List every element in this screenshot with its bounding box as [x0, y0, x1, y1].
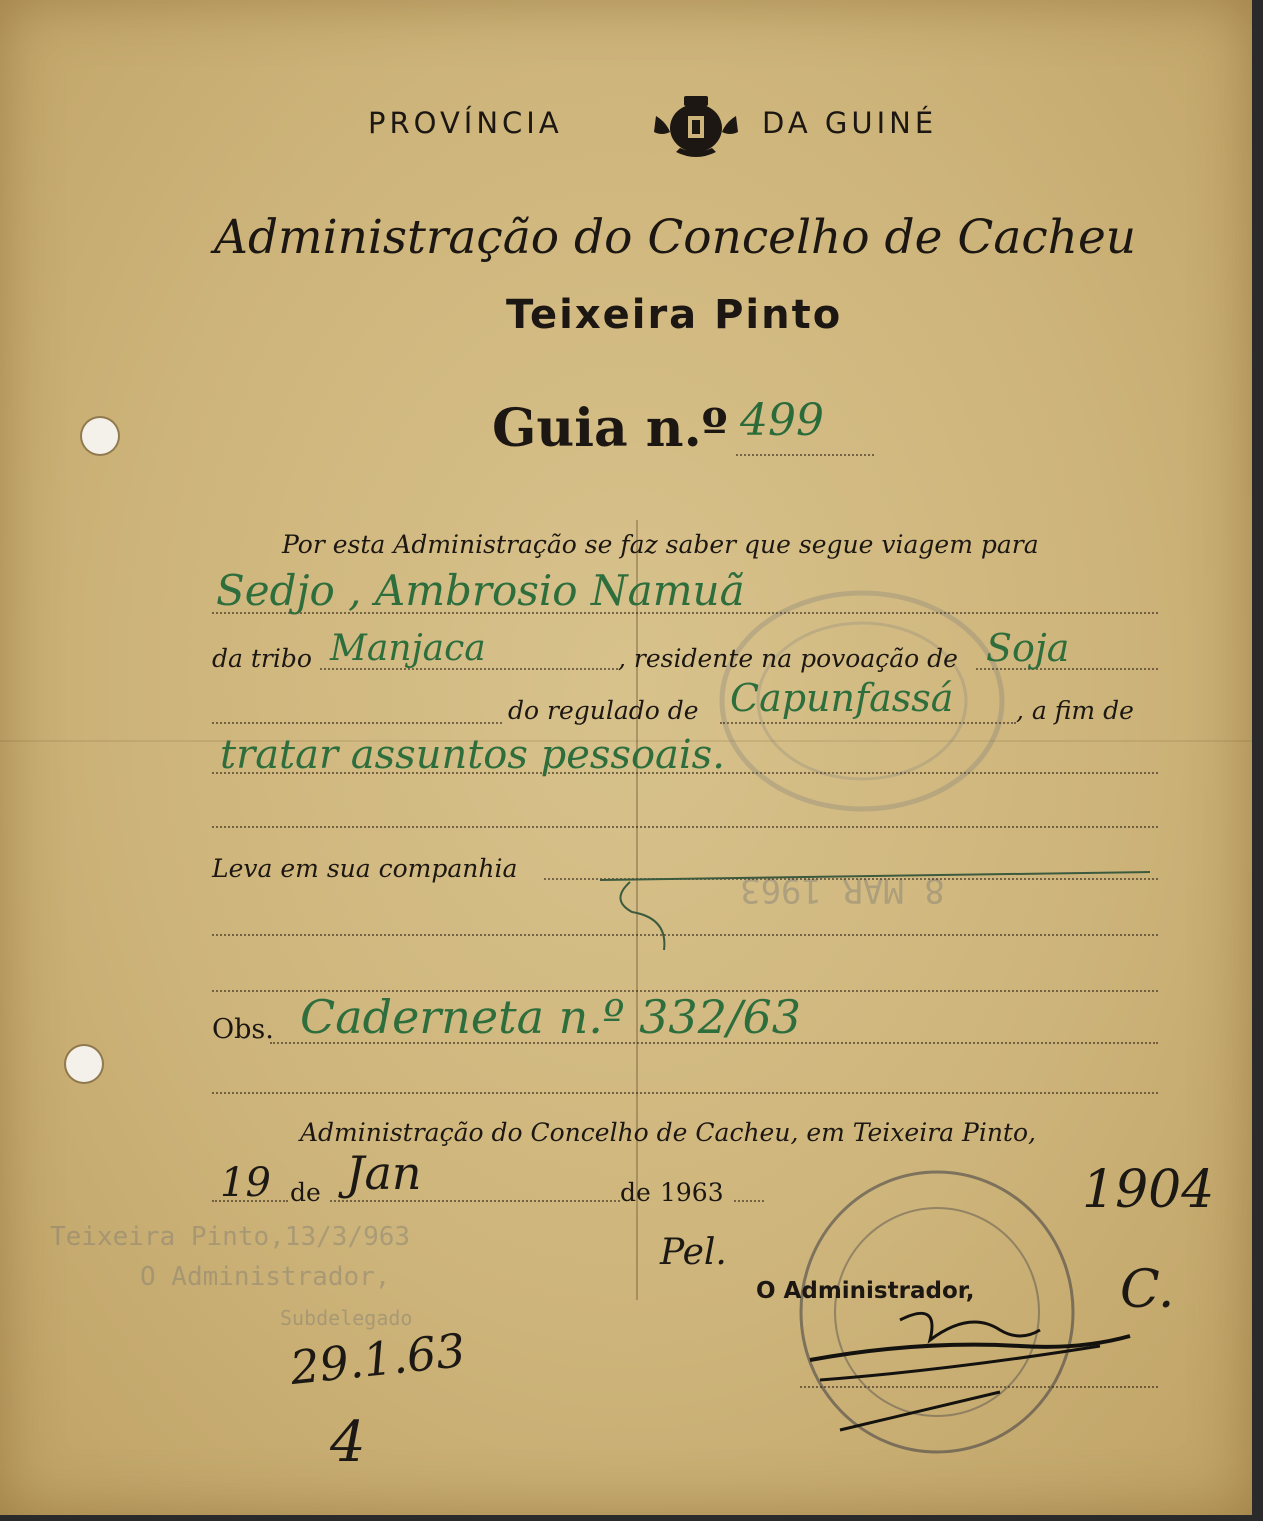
date-month: Jan — [346, 1146, 422, 1200]
date-de-1: de — [290, 1178, 321, 1207]
date-year-line — [734, 1200, 764, 1202]
regulado-value: Capunfassá — [730, 676, 954, 720]
date-de-2: de — [620, 1178, 651, 1207]
regulado-line — [720, 722, 1016, 724]
blank-line-2 — [212, 934, 1158, 936]
date-bottom: 29.1.63 — [287, 1322, 468, 1396]
companhia-label: Leva em sua companhia — [212, 854, 518, 883]
blank-line-4 — [212, 1092, 1158, 1094]
administration-title: Administração do Concelho de Cacheu — [214, 210, 1137, 265]
header-province-right: DA GUINÉ — [762, 106, 938, 140]
faint-date-stamp: 8 MAR 1963 — [740, 870, 945, 910]
obs-label: Obs. — [212, 1014, 274, 1045]
header-province-left: PROVÍNCIA — [368, 106, 563, 140]
guia-number-line — [736, 454, 874, 456]
closing-text: Administração do Concelho de Cacheu, em Teixeira Pinto, — [300, 1118, 1036, 1147]
tribo-value: Manjaca — [330, 628, 486, 669]
povoacao-value: Soja — [986, 626, 1070, 670]
date-year: 1963 — [660, 1178, 724, 1207]
traveler-name: Sedjo , Ambrosio Namuã — [216, 566, 745, 615]
faint-stamp-line3: Subdelegado — [280, 1306, 413, 1330]
coat-of-arms-icon — [648, 92, 744, 160]
obs-value: Caderneta n.º 332/63 — [300, 990, 801, 1044]
residente-label: , residente na povoação de — [618, 644, 958, 673]
date-day: 19 — [220, 1160, 271, 1206]
faint-stamp-line1: Teixeira Pinto,13/3/963 — [50, 1222, 411, 1252]
punch-hole-top — [82, 418, 118, 454]
guia-label: Guia n.º — [492, 398, 728, 459]
date-month-line — [330, 1200, 620, 1202]
administrator-signature — [800, 1300, 1140, 1440]
place-title: Teixeira Pinto — [506, 292, 843, 338]
regulado-pre-line — [212, 722, 502, 724]
regulado-label: do regulado de — [508, 696, 699, 725]
signature-line — [800, 1386, 1158, 1388]
initials-mark: Pel. — [660, 1232, 727, 1273]
signer-label: O Administrador, — [756, 1278, 975, 1304]
number-right: 1904 — [1082, 1160, 1215, 1220]
companhia-dash-stroke — [590, 860, 1160, 980]
guia-number: 499 — [740, 395, 824, 446]
letter-right: C. — [1120, 1260, 1175, 1320]
tribo-label: da tribo — [212, 644, 312, 673]
mark-bottom: 4 — [330, 1410, 366, 1475]
intro-text: Por esta Administração se faz saber que segue viagem para — [282, 530, 1039, 559]
fim-label: , a fim de — [1016, 696, 1134, 725]
punch-hole-bottom — [66, 1046, 102, 1082]
faint-stamp-line2: O Administrador, — [140, 1262, 391, 1292]
blank-line-1 — [212, 826, 1158, 828]
purpose-value: tratar assuntos pessoais. — [220, 732, 725, 778]
